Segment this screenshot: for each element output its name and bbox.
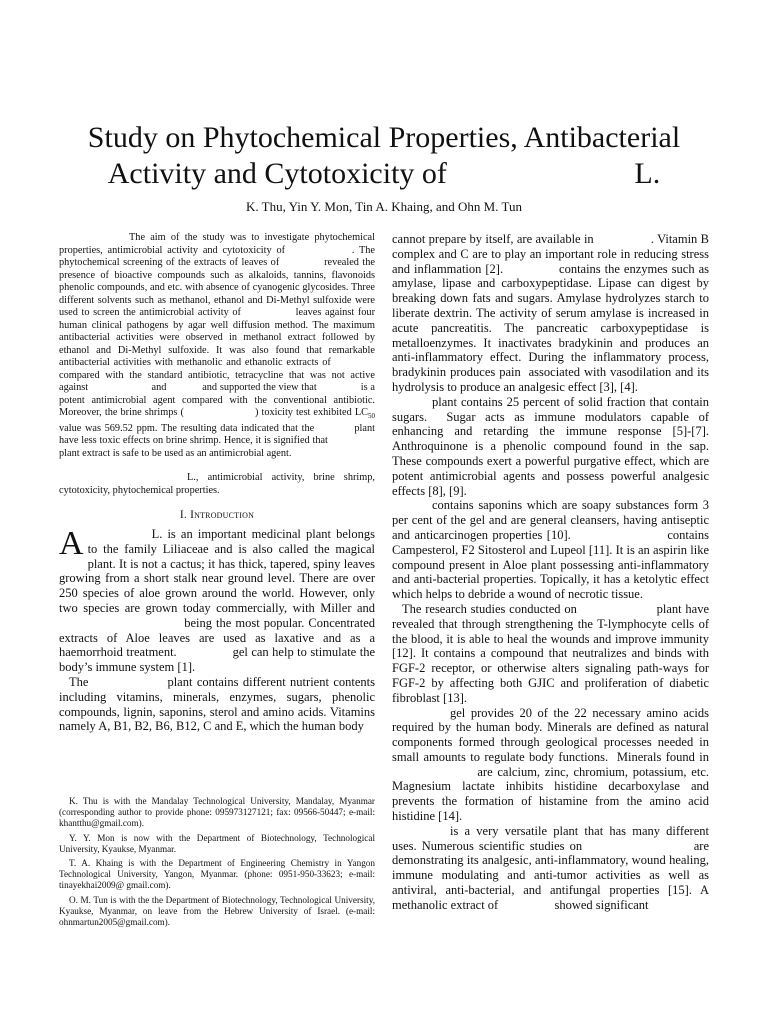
right-paragraph-2-text: plant contains 25 percent of solid fraction that contain sugars. Sugar acts as immune modulators capable of enhancing and retarding the immune response [5]-[7]. Anthroquinone is a phenolic compound found in the sap. These compounds exert a powerful purgative effect, which are potent antimicrobial agents and possess powerful analgesic effects [8], [9]. xyxy=(392,394,709,498)
right-paragraph-4: The research studies conducted on plant have revealed that through strengthening the T-lymphocyte cells of the blood, it is able to heal the wounds and improve immunity [12]. It contains a compound that neutralizes and binds with FGF-2 receptor, or otherwise alters signaling path-ways for FGF-2 by affecting both GJIC and proliferation of diabetic fibroblast [13]. xyxy=(392,601,709,705)
author-list: K. Thu, Yin Y. Mon, Tin A. Khaing, and Ohn M. Tun xyxy=(246,199,522,214)
paper-title: Study on Phytochemical Properties, Antibacterial Activity and Cytotoxicity of L. xyxy=(87,121,681,190)
section-heading-introduction xyxy=(59,509,375,521)
right-paragraph-6-text: is a very versatile plant that has many different uses. Numerous scientific studies on are demonstrating its analgesic, anti-inflammatory, wound healing, immune modulating and anti-tumor activities as well as antiviral, anti-bacterial, and antifungal properties [15]. A methanolic extract of showed significant xyxy=(392,823,709,912)
footnote-thu: K. Thu is with the Mandalay Technological University, Mandalay, Myanmar (corresponding author to provide phone: 095973127121; fax: 09566-50447; e-mail: khantthu@gmail.com). xyxy=(59,796,375,829)
footnote-tun: O. M. Tun is with the the Department of Biotechnology, Technological University, Kyaukse, Myanmar, on leave from the Hebrew University of Israel. (e-mail: ohnmartun2005@gmail.com). xyxy=(59,894,375,928)
right-paragraph-2 xyxy=(392,395,709,499)
abstract-text: The aim of the study was to investigate phytochemical properties, antimicrobial activity and cytotoxicity of . The phytochemical screening of the extracts of leaves of revealed the presence of bioactive compounds such as alkaloids, tannins, flavonoids phenolic compounds, and etc. with absence of cyanogenic glycosides. Three different solvents such as methanol, ethanol and Di-Methyl sulfoxide were used to screen the antimicrobial activity of leaves against four human clinical pathogens by agar well diffusion method. The maximum antibacterial activities were observed in methanol extract followed by ethanol and Di-Methyl sulfoxide. It was also found that remarkable antibacterial activities with methanolic and ethanolic extracts of compared with the standard antibiotic, tetracycline that was not active against and and supported the view that is a potent antimicrobial agent compared with the conventional antibiotic. Moreover, the brine shrimps ( ) toxicity test exhibited LC xyxy=(59,232,375,418)
abstract-text-end: value was 569.52 ppm. The resulting data indicated that the plant have less toxic effects on brine shrimp. Hence, it is signified that plant extract is safe to be used as an antimicrobial agent. xyxy=(59,422,375,459)
right-paragraph-1: cannot prepare by itself, are available in . Vitamin B complex and C are to play an important role in reducing stress and inflammation [2]. contains the enzymes such as amylase, lipase and carboxypeptidase. Lipase can digest by breaking down fats and sugars. Amylase hydrolyzes starch to liberate dextrin. The activity of serum amylase is increased in acute pancreatitis. The pancreatic carboxypeptidase is metalloenzymes. It inactivates bradykinin and produces an anti-inflammatory effect. During the inflammatory process, bradykinin produces pain associated with vasodilation and its hydrolysis to produce an analgesic effect [3], [4]. xyxy=(392,232,709,394)
right-paragraph-6 xyxy=(392,824,709,913)
right-paragraph-3-text: contains saponins which are soapy substances form 3 per cent of the gel and are general cleansers, having antiseptic and anticarcinogen properties [10]. contains Campesterol, F2 Sitosterol and Lupeol [11]. It is an aspirin like compound present in Aloe plant possessing anti-inflammatory and anti-bacterial properties. Topically, it has a ketolytic effect which helps to debride a wound of necrotic tissue. xyxy=(392,498,709,602)
footnote-mon: Y. Y. Mon is now with the Department of Biotechnology, Technological University, Kyaukse, Myanmar. xyxy=(59,832,375,854)
left-column xyxy=(59,232,375,734)
author-footnotes xyxy=(59,796,375,931)
right-paragraph-5-text: gel provides 20 of the 22 necessary amino acids required by the human body. Minerals are defined as natural components formed through geological processes needed in small amounts to regulate body functions. Minerals found in are calcium, zinc, chromium, potassium, etc. Magnesium lactate inhibits histidine decarboxylase and prevents the formation of histamine from the amino acid histidine [14]. xyxy=(392,705,709,824)
lc-subscript: 50 xyxy=(368,412,375,421)
right-column xyxy=(392,232,709,913)
section-number: I. xyxy=(179,509,191,522)
right-paragraph-3 xyxy=(392,498,709,602)
abstract xyxy=(59,232,375,460)
drop-cap: A xyxy=(59,525,84,563)
intro-paragraph-1-text: L. is an important medicinal plant belongs to the family Liliaceae and is also called the magical plant. It is not a cactus; it has thick, tapered, spiny leaves growing from a short stalk near ground level. There are over 250 species of aloe grown around the world. However, only two species are grown today commercially, with Miller and being the most popular. Concentrated extracts of Aloe leaves are used as laxative and as a haemorrhoid treatment. gel can help to stimulate the body’s immune system [1]. xyxy=(59,527,375,675)
index-terms-text: L., antimicrobial activity, brine shrimp, cytotoxicity, phytochemical properties. xyxy=(59,472,375,496)
right-paragraph-5 xyxy=(392,706,709,824)
section-title: Introduction xyxy=(190,509,255,522)
index-terms xyxy=(59,472,375,497)
intro-paragraph-1 xyxy=(59,527,375,675)
footnote-khaing: T. A. Khaing is with the Department of Engineering Chemistry in Yangon Technological University, Yangon, Myanmar. (phone: 0951-950-33623; e-mail: tinayekhai2009@ gmail.com). xyxy=(59,858,375,891)
intro-paragraph-2: The plant contains different nutrient contents including vitamins, minerals, enzymes, sugars, phenolic compounds, lignin, saponins, sterol and amino acids. Vitamins namely A, B1, B2, B6, B12, C and E, which the human body xyxy=(59,675,375,734)
